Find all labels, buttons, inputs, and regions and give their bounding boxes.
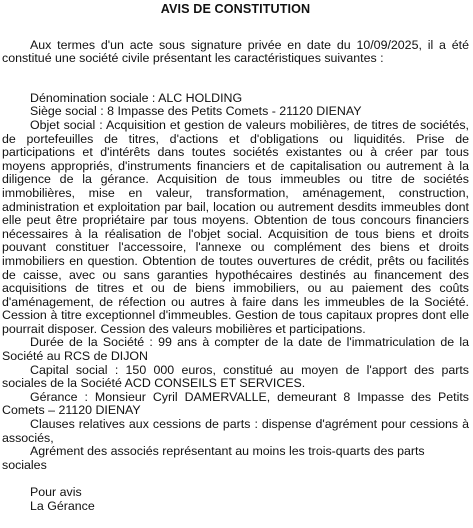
denomination-line: Dénomination sociale : ALC HOLDING	[30, 90, 243, 105]
signature-pour-avis: Pour avis	[30, 485, 82, 500]
clauses-paragraph: Clauses relatives aux cessions de parts : dispense d'agrément pour cessions à associés,	[2, 417, 469, 445]
notice-title: AVIS DE CONSTITUTION	[160, 2, 311, 16]
objet-paragraph: Objet social : Acquisition et gestion de valeurs mobilières, de titres de sociétés, de portefeuilles de titres, d'actions et d'obligations ou liquidités. Prise de participations et d'intérêts dans toutes sociétés existantes ou à créer par tous moyens appropriés, d'instruments financiers et de capitalisation ou autrement à la diligence de la gérance. Acquisition de tous immeubles ou titre de sociétés immobilières, mise en valeur, transformation, aménagement, construction, administration et exploitation par bail, location ou autrement desdits immeubles dont elle peut être propriétaire par tous moyens. Obtention de tous concours financiers nécessaires à la réalisation de l'objet social. Acquisition de tous biens et droits pouvant constituer l'accessoire, l'annexe ou complément des biens et droits immobiliers en question. Obtention de toutes ouvertures de crédit, prêts ou facilités de caisse, avec ou sans garanties hypothécaires destinés au financement des acquisitions de titres et ou de biens immobiliers, ou au paiement des coûts d'aménagement, de réfection ou autres à faire dans les immeubles de la Société. Cession à titre exceptionnel d'immeubles. Gestion de tous capitaux propres dont elle pourrait disposer. Cession des valeurs mobilières et participations.	[2, 117, 469, 336]
intro-paragraph: Aux termes d'un acte sous signature privée en date du 10/09/2025, il a été constitué une société civile présentant les caractéristiques suivantes :	[2, 37, 469, 66]
capital-paragraph: Capital social : 150 000 euros, constitué au moyen de l'apport des parts sociales de la Société ACD CONSEILS ET SERVICES.	[2, 362, 469, 391]
agrement-line: Agrément des associés représentant au moins les trois-quarts des parts sociales	[2, 444, 425, 472]
signature-gerance: La Gérance	[30, 499, 95, 513]
duree-paragraph: Durée de la Société : 99 ans à compter de la date de l'immatriculation de la Société au RCS de DIJON	[2, 335, 469, 364]
siege-line: Siège social : 8 Impasse des Petits Comets - 21120 DIENAY	[30, 104, 362, 119]
gerance-paragraph: Gérance : Monsieur Cyril DAMERVALLE, demeurant 8 Impasse des Petits Comets – 21120 DIENAY	[2, 389, 469, 418]
signature-block	[30, 486, 469, 513]
